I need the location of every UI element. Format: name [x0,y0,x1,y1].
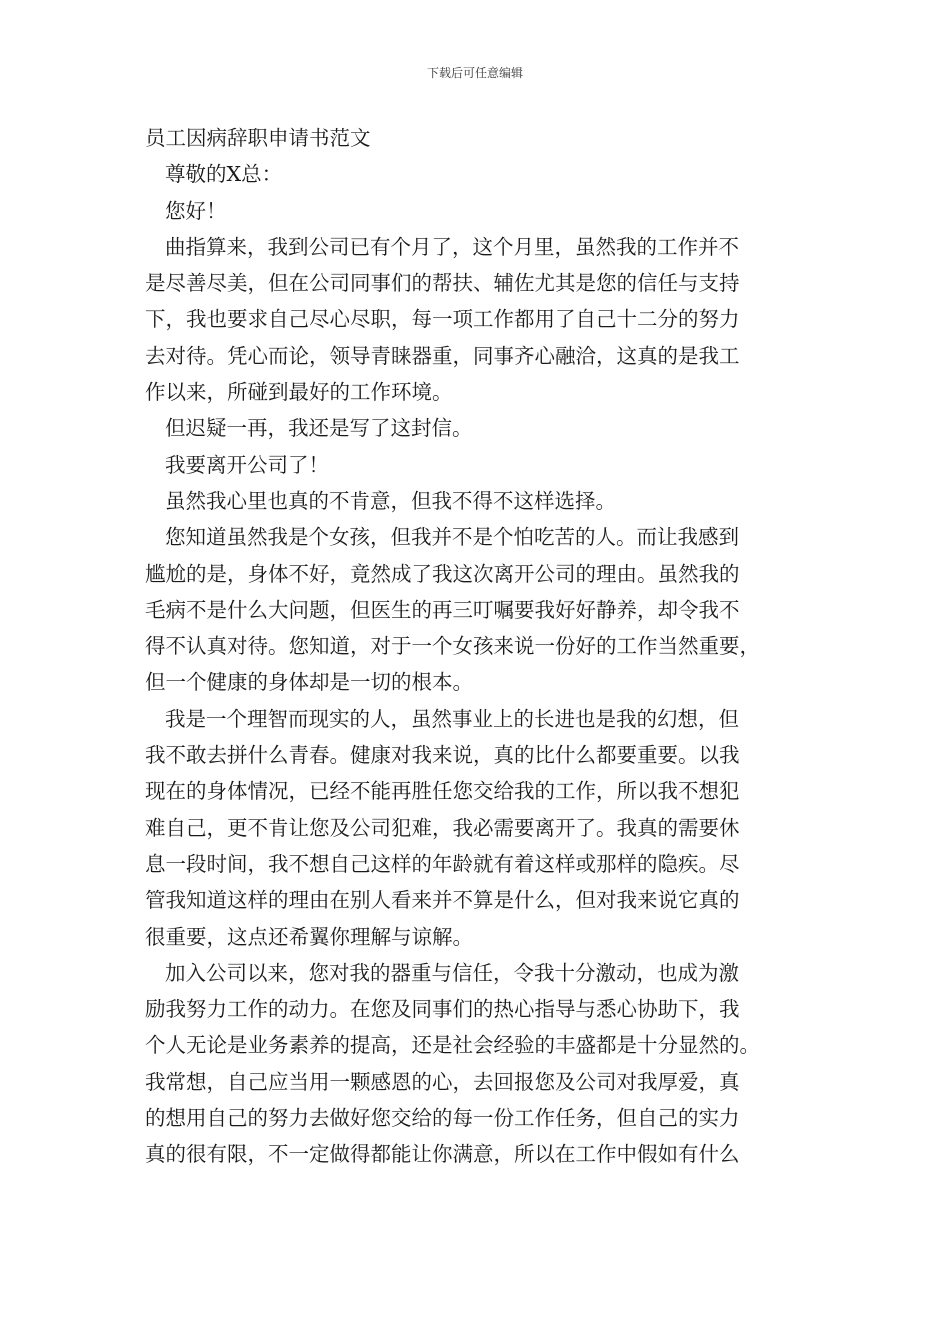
document-body [145,120,815,1173]
paragraph-line: 得不认真对待。您知道，对于一个女孩来说一份好的工作当然重要， [145,634,760,659]
paragraph-line: 我要离开公司了！ [165,452,329,477]
paragraph-line: 管我知道这样的理由在别人看来并不算是什么，但对我来说它真的 [145,888,740,913]
paragraph-line: 但一个健康的身体却是一切的根本。 [145,670,473,695]
paragraph-list [145,229,815,1173]
paragraph-line: 真的很有限，不一定做得都能让你满意，所以在工作中假如有什么 [145,1142,740,1167]
paragraph-line: 难自己，更不肯让您及公司犯难，我必需要离开了。我真的需要休 [145,815,740,840]
paragraph [145,701,815,955]
paragraph [145,955,815,1173]
paragraph-line: 但迟疑一再，我还是写了这封信。 [165,416,473,441]
paragraph-line: 是尽善尽美，但在公司同事们的帮扶、辅佐尤其是您的信任与支持 [145,271,740,296]
salutation: 尊敬的X总： [165,162,283,187]
paragraph-line: 的想用自己的努力去做好您交给的每一份工作任务，但自己的实力 [145,1106,740,1131]
paragraph-line: 毛病不是什么大问题，但医生的再三叮嘱要我好好静养，却令我不 [145,597,740,622]
paragraph-line: 加入公司以来，您对我的器重与信任，令我十分激动，也成为激 [165,960,739,985]
paragraph-line: 现在的身体情况，已经不能再胜任您交给我的工作，所以我不想犯 [145,779,740,804]
paragraph-line: 个人无论是业务素养的提高，还是社会经验的丰盛都是十分显然的。 [145,1033,760,1058]
paragraph-line: 虽然我心里也真的不肯意，但我不得不这样选择。 [165,488,616,513]
paragraph-line: 曲指算来，我到公司已有个月了，这个月里，虽然我的工作并不 [165,234,739,259]
paragraph-line: 作以来，所碰到最好的工作环境。 [145,380,453,405]
page-header: 下载后可任意编辑 [426,66,523,80]
paragraph-line: 去对待。凭心而论，领导青睐器重，同事齐心融洽，这真的是我工 [145,343,740,368]
paragraph [145,483,815,519]
paragraph-line: 我常想，自己应当用一颗感恩的心，去回报您及公司对我厚爱，真 [145,1069,740,1094]
paragraph-line: 息一段时间，我不想自己这样的年龄就有着这样或那样的隐疾。尽 [145,851,740,876]
paragraph-line: 您知道虽然我是个女孩，但我并不是个怕吃苦的人。而让我感到 [165,525,739,550]
document-title: 员工因病辞职申请书范文 [145,126,371,150]
paragraph [145,519,815,700]
greeting: 您好！ [165,198,227,223]
paragraph-line: 励我努力工作的动力。在您及同事们的热心指导与悉心协助下，我 [145,997,740,1022]
paragraph [145,410,815,446]
paragraph-line: 我不敢去拼什么青春。健康对我来说，真的比什么都要重要。以我 [145,743,740,768]
paragraph [145,447,815,483]
paragraph-line: 我是一个理智而现实的人，虽然事业上的长进也是我的幻想，但 [165,706,739,731]
paragraph-line: 下，我也要求自己尽心尽职，每一项工作都用了自己十二分的努力 [145,307,740,332]
paragraph-line: 尴尬的是，身体不好，竟然成了我这次离开公司的理由。虽然我的 [145,561,740,586]
paragraph-line: 很重要，这点还希翼你理解与谅解。 [145,924,473,949]
paragraph [145,229,815,410]
